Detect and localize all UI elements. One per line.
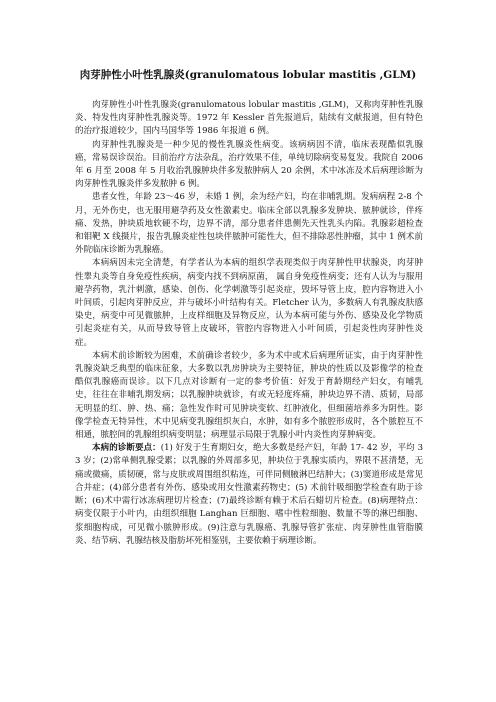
paragraph-diagnosis-difficulty	[75, 350, 423, 442]
paragraph-text: 患者女性，年龄 23～46 岁，未婚 1 例，余为经产妇，均在非哺乳期。发病病程 2-8 个月，无外伤史，也无服用避孕药及女性激素史。临床全部以乳腺多发肿块、脓肿就诊，伴疼痛、发热，肿块质地软硬不均，边界不清，部分患者伴患侧先天性乳头内陷。乳腺彩超检查和钼靶 X 线摄片，报告乳腺炎症性包块伴脓肿可能性大，但不排除恶性肿瘤，其中 1 例术前外院临床诊断为乳腺癌。	[75, 192, 423, 256]
document-body	[75, 99, 423, 548]
paragraph-clinical-overview	[75, 139, 423, 192]
paragraph-patients	[75, 191, 423, 257]
paragraph-text: 本病病因未完全清楚，有学者认为本病的组织学表现类似于肉芽肿性甲状腺炎，肉芽肿性睾丸炎等自身免疫性疾病，病变内找不到病原菌， 属自身免疫性病变；还有人认为与服用避孕药物，乳汁刺激，感染、创伤、化学刺激等引起炎症，毁坏导管上皮，腔内容物进入小叶间质，引起肉芽肿反应，并与破坏小叶结构有关。Fletcher 认为，多数病人有乳腺皮肤感染史，病变中可见微脓肿，上皮样细胞及异物反应，认为本病可能与外伤、感染及化学物质引起炎症有关，从而导致导管上皮破坏，管腔内容物进入小叶间质，引起炎性肉芽肿性炎症。	[75, 258, 423, 348]
paragraph-etiology	[75, 257, 423, 349]
paragraph-definition	[75, 99, 423, 139]
paragraph-text: 肉芽肿性乳腺炎是一种少见的慢性乳腺炎性病变。该病病因不清，临床表现酷似乳腺癌，常易误诊误治。目前治疗方法杂乱，治疗效果不佳，单纯切除病变易复发。我院自 2006 年 6 月至 2008 年 5 月收治乳腺肿块伴多发脓肿病人 20 余例，术中冰冻及术后病理诊断为肉芽肿性乳腺炎伴多发脓肿 6 例。	[75, 139, 423, 190]
paragraph-text: 本病术前诊断较为困难，术前确诊者较少，多为术中或术后病理所证实，由于肉芽肿性乳腺炎缺乏典型的临床征象，大多数以乳房肿块为主要特征，肿块的性质以及影像学的检查酷似乳腺癌而误诊。以下几点对诊断有一定的参考价值：好发于育龄期经产妇女，有哺乳史，往往在非哺乳期发病；以乳腺肿块就诊，有或无轻度疼痛，肿块边界不清、质韧，局部无明显的红、肿、热、痛；急性发作时可见肿块变软、红肿液化，但细菌培养多为阴性。影像学检查无特异性，术中见病变乳腺组织灰白，水肿，如有多个脓腔形成时，各个脓腔互不相通，脓腔间的乳腺组织病变明显；病理显示局限于乳腺小叶内炎性肉芽肿病变。	[75, 350, 423, 441]
paragraph-text: 肉芽肿性小叶性乳腺炎(granulomatous lobular mastitis ,GLM)，又称肉芽肿性乳腺炎、特发性肉芽肿性乳腺炎等。1972 年 Kessler 首先报道后，陆续有文献报道，但有特色的治疗报道较少，国内马国华等 1986 年报道 6 例。	[75, 100, 423, 137]
paragraph-diagnosis-points	[75, 442, 423, 548]
document-title: 肉芽肿性小叶性乳腺炎(granulomatous lobular mastitis ,GLM)	[79, 69, 417, 81]
paragraph-lead: 本病的诊断要点：	[92, 443, 161, 454]
paragraph-text: (1) 好发于生育期妇女，绝大多数是经产妇，年龄 17- 42 岁，平均 33 岁；(2)常单侧乳腺受累；以乳腺的外周部多见，肿块位于乳腺实质内，界限不甚清楚，无痛或微痛，质韧硬，常与皮肤或周围组织粘连，可伴同侧腋淋巴结肿大；(3)窦道形成是常见合并症；(4)部分患者有外伤、感染或用女性激素药物史；(5) 术前针吸细胞学检查有助于诊断；(6)术中需行冰冻病理切片检查；(7)最终诊断有赖于术后石蜡切片检查。(8)病理特点：病变仅限于小叶内，由组织细胞 Langhan 巨细胞、嗜中性粒细胞、数量不等的淋巴细胞、浆细胞构成，可见微小脓肿形成。(9)注意与乳腺癌、乳腺导管扩张症、肉芽肿性血管脂膜炎、结节病、乳腺结核及脂肪坏死相鉴别，主要依赖于病理诊断。	[75, 443, 423, 546]
